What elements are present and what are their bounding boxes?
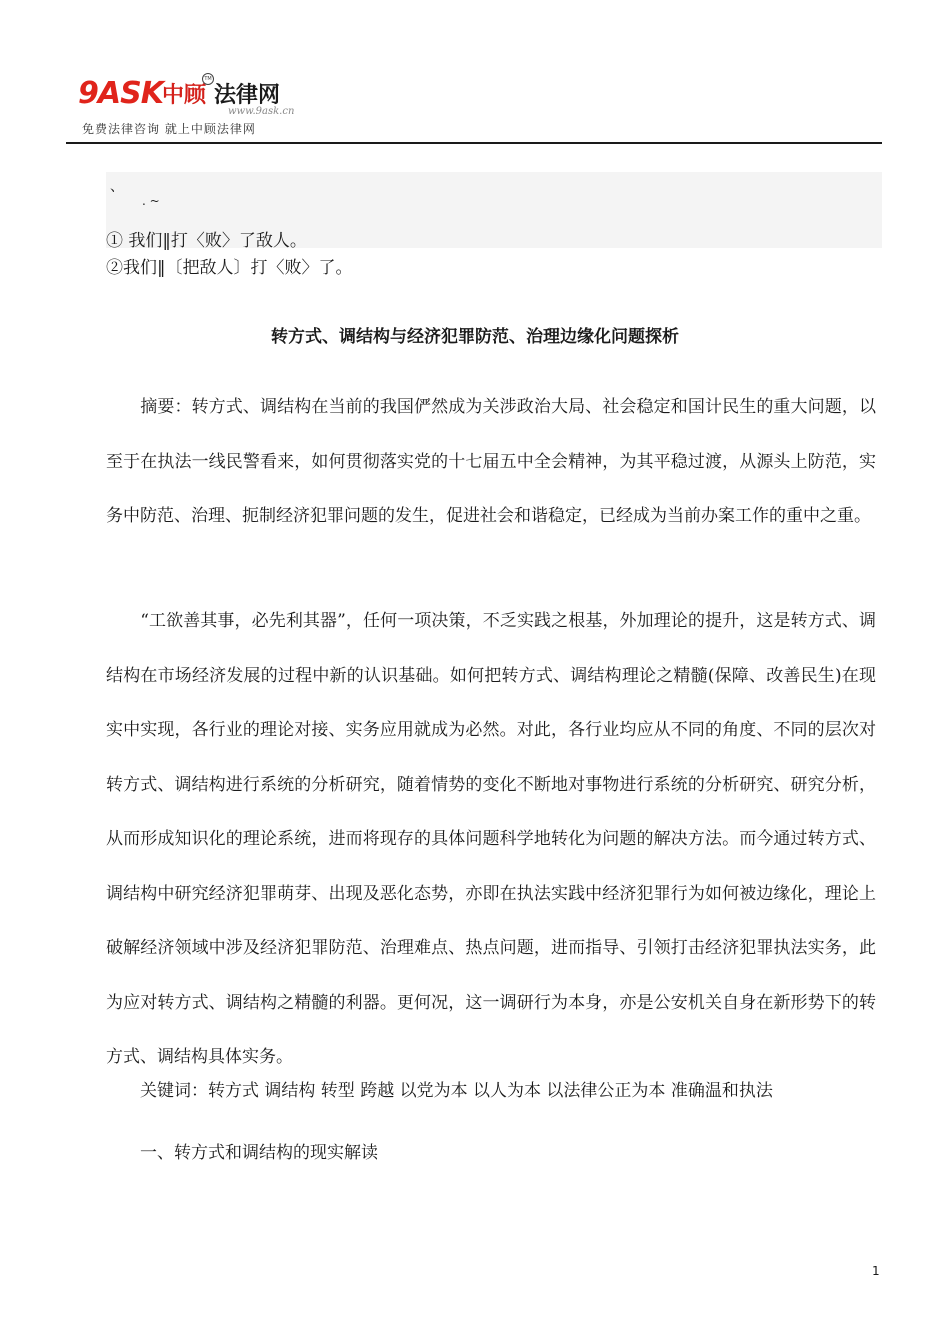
page-header [66, 70, 882, 144]
logo-url: www.9ask.cn [228, 106, 295, 117]
logo-name-red: 中顾 [162, 83, 207, 108]
snippet-mark: 、 [110, 179, 124, 195]
article-title: 转方式、调结构与经济犯罪防范、治理边缘化问题探析 [271, 327, 679, 347]
example-line-1: ① 我们‖打〈败〉了敌人。 [106, 231, 307, 251]
example-line-2: ②我们‖〔把敌人〕打〈败〉了。 [106, 258, 353, 278]
site-logo[interactable] [78, 70, 318, 118]
header-divider [66, 142, 882, 144]
logo-name-black: 法律网 [214, 83, 281, 108]
logo-brand: 9ASK [78, 76, 163, 111]
body-paragraph: “工欲善其事，必先利其器”，任何一项决策，不乏实践之根基，外加理论的提升，这是转方式、调结构在市场经济发展的过程中新的认识基础。如何把转方式、调结构理论之精髓(保障、改善民生)在现实中实现，各行业的理论对接、实务应用就成为必然。对此，各行业均应从不同的角度、不同的层次对转方式、调结构进行系统的分析研究，随着情势的变化不断地对事物进行系统的分析研究、研究分析，从而形成知识化的理论系统，进而将现存的具体问题科学地转化为问题的解决方法。而今通过转方式、调结构中研究经济犯罪萌芽、出现及恶化态势，亦即在执法实践中经济犯罪行为如何被边缘化，理论上破解经济领域中涉及经济犯罪防范、治理难点、热点问题，进而指导、引领打击经济犯罪执法实务，此为应对转方式、调结构之精髓的利器。更何况，这一调研行为本身，亦是公安机关自身在新形势下的转方式、调结构具体实务。 [106, 611, 876, 1067]
keywords-line: 关键词：转方式 调结构 转型 跨越 以党为本 以人为本 以法律公正为本 准确温和执法 [106, 1081, 773, 1101]
logo-slogan: 免费法律咨询 就上中顾法律网 [82, 122, 256, 136]
page-number: 1 [872, 1264, 880, 1278]
trademark-icon: TM [202, 73, 214, 85]
section-heading: 一、转方式和调结构的现实解读 [106, 1143, 378, 1163]
abstract-paragraph: 摘要：转方式、调结构在当前的我国俨然成为关涉政治大局、社会稳定和国计民生的重大问题，以至于在执法一线民警看来，如何贯彻落实党的十七届五中全会精神，为其平稳过渡，从源头上防范，实务中防范、治理、扼制经济犯罪问题的发生，促进社会和谐稳定，已经成为当前办案工作的重中之重。 [106, 397, 876, 526]
snippet-mark-2: . ~ [142, 194, 160, 208]
